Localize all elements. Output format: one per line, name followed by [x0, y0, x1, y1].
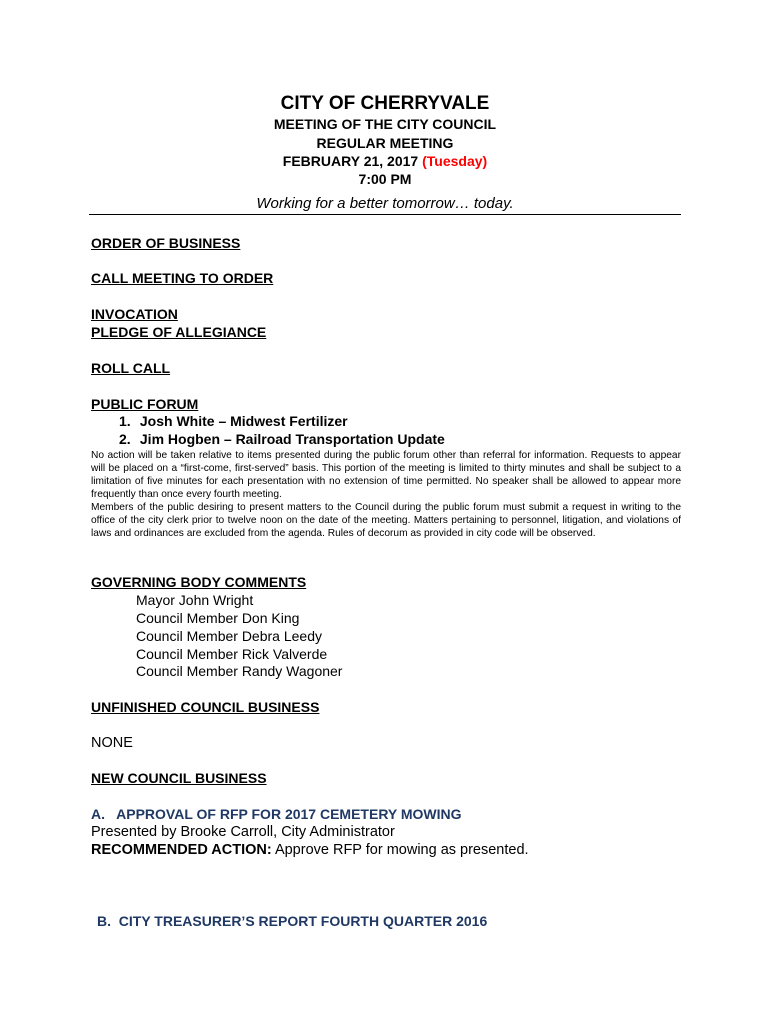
item-a-presenter: Presented by Brooke Carroll, City Administrator [91, 824, 395, 840]
new-business-heading: NEW COUNCIL BUSINESS [91, 770, 267, 786]
tagline: Working for a better tomorrow… today. [256, 195, 514, 212]
forum-item-number: 2. [119, 431, 131, 447]
item-b-title: B. CITY TREASURER’S REPORT FOURTH QUARTER 2016 [97, 913, 488, 929]
order-of-business-heading: ORDER OF BUSINESS [91, 235, 241, 251]
forum-rules-paragraph-2: Members of the public desiring to present matters to the Council during the public forum must submit a request in writing to the office of the city clerk prior to twelve noon on the date of the meeting. Matters pertaining to personnel, litigation, and violations of laws and ordinances are excluded from the agenda. Rules of decorum as provided in city code will be observed. [91, 502, 681, 539]
member-name: Council Member Debra Leedy [136, 628, 322, 644]
unfinished-business-heading: UNFINISHED COUNCIL BUSINESS [91, 699, 320, 715]
member-name: Council Member Don King [136, 610, 300, 626]
pledge-heading: PLEDGE OF ALLEGIANCE [91, 324, 267, 340]
item-a-recommendation [91, 842, 529, 858]
meeting-type: REGULAR MEETING [316, 135, 454, 151]
meeting-date: FEBRUARY 21, 2017 [282, 153, 419, 169]
forum-item-text: Josh White – Midwest Fertilizer [139, 413, 348, 429]
forum-rules-paragraph-1: No action will be taken relative to items presented during the public forum other than referral for information. Requests to appear will be placed on a “first-come, first-served” basis. This portion of the meeting is limited to thirty minutes and shall be subject to a limitation of five minutes for each presentation with no extension of time permitted. No speaker shall be allowed to appear more frequently than once every fourth meeting. [91, 450, 681, 500]
forum-item-1 [119, 413, 348, 429]
forum-item-number: 1. [119, 413, 131, 429]
recommended-action-label: RECOMMENDED ACTION: [91, 842, 272, 858]
city-title: CITY OF CHERRYVALE [280, 93, 490, 114]
header-divider [89, 214, 681, 215]
invocation-heading: INVOCATION [91, 306, 178, 322]
meeting-time: 7:00 PM [358, 171, 412, 187]
member-name: Council Member Rick Valverde [136, 646, 328, 662]
forum-item-2 [119, 431, 445, 447]
member-name: Council Member Randy Wagoner [136, 663, 343, 679]
governing-body-heading: GOVERNING BODY COMMENTS [91, 574, 307, 590]
member-name: Mayor John Wright [136, 592, 254, 608]
call-to-order-heading: CALL MEETING TO ORDER [91, 270, 274, 286]
forum-item-text: Jim Hogben – Railroad Transportation Update [139, 431, 445, 447]
recommended-action-text: Approve RFP for mowing as presented. [271, 842, 529, 858]
public-forum-heading: PUBLIC FORUM [91, 396, 199, 412]
item-a-title: A. APPROVAL OF RFP FOR 2017 CEMETERY MOWING [91, 806, 462, 822]
meeting-title: MEETING OF THE CITY COUNCIL [273, 116, 497, 132]
meeting-weekday: (Tuesday) [422, 153, 488, 169]
meeting-date-line [0, 153, 770, 169]
unfinished-none: NONE [91, 735, 133, 751]
roll-call-heading: ROLL CALL [91, 360, 171, 376]
